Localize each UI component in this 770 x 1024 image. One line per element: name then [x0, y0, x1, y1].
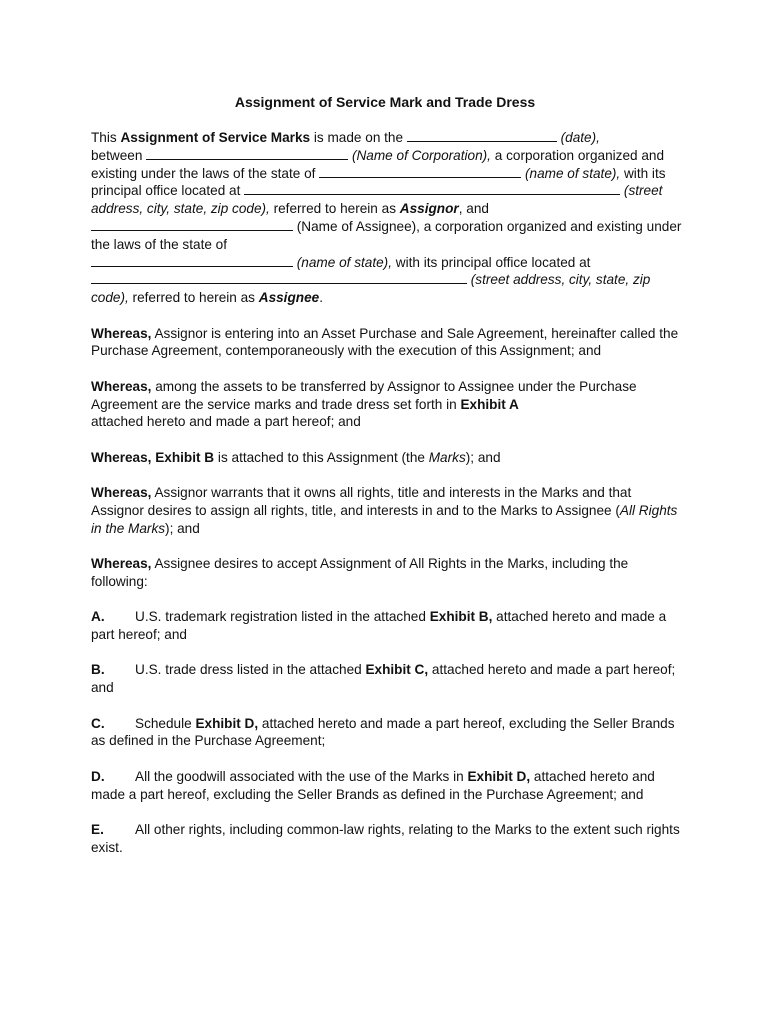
whereas-text: Assignee desires to accept Assignment of All Rights in the Marks, including the following: [91, 556, 629, 589]
whereas-paragraph-1 [91, 325, 683, 361]
intro-text: referred to herein as [269, 201, 400, 217]
intro-text: . [319, 290, 323, 306]
whereas-text: among the assets to be transferred by Assignor to Assignee under the Purchase Agreement are the service marks and trade dress set forth in [91, 378, 637, 412]
exhibit-ref: Exhibit D, [467, 768, 531, 784]
whereas-lead: Whereas, [91, 556, 152, 572]
item-text: U.S. trademark registration listed in the attached [135, 609, 430, 625]
intro-text: referred to herein as [128, 290, 259, 306]
whereas-lead: Whereas, [91, 485, 152, 501]
exhibit-ref: Exhibit A [460, 396, 519, 412]
date-blank[interactable] [407, 129, 557, 142]
whereas-text: Assignor warrants that it owns all rights, title and interests in the Marks and that Assignor desires to assign all rights, title, and interests in and to the Marks to Assignee ( [91, 485, 632, 518]
whereas-paragraph-5 [91, 555, 683, 591]
assignee-name-blank[interactable] [91, 218, 293, 231]
document-body [91, 129, 683, 874]
list-item-d [91, 768, 683, 804]
state-blank[interactable] [319, 165, 521, 178]
state-label-2: (name of state), [293, 254, 392, 270]
all-rights-term: All Rights in the Marks [91, 502, 678, 536]
item-text: All other rights, including common-law rights, relating to the Marks to the extent such rights exist. [91, 822, 680, 855]
address-label: (street address, city, state, zip code), [91, 183, 663, 217]
assignee-term: Assignee [258, 290, 320, 306]
intro-text: with its principal office located at [91, 165, 666, 199]
intro-text: This [91, 130, 121, 145]
intro-text: a corporation organized and existing under the laws of the state of [91, 147, 665, 181]
whereas-lead: Whereas, Exhibit B [91, 449, 215, 465]
whereas-text: Assignor is entering into an Asset Purchase and Sale Agreement, hereinafter called the Purchase Agreement, contemporaneously with the execution of this Assignment; and [91, 325, 679, 359]
whereas-lead: Whereas, [91, 325, 152, 341]
list-item-a [91, 608, 683, 644]
list-item-c [91, 715, 683, 751]
list-item-b [91, 661, 683, 697]
intro-text: between [91, 147, 147, 163]
whereas-paragraph-4 [91, 484, 683, 537]
whereas-text: ); and [165, 520, 200, 536]
doc-name: Assignment of Service Marks [120, 130, 311, 145]
item-label: C. [91, 715, 105, 731]
item-label: B. [91, 662, 105, 678]
item-label: E. [91, 822, 104, 838]
list-item-e [91, 821, 683, 857]
whereas-text: ); and [465, 449, 501, 465]
intro-text: , and [458, 201, 489, 217]
address-blank[interactable] [244, 182, 620, 195]
item-label: A. [91, 609, 105, 625]
corp-label: (Name of Corporation), [348, 147, 491, 163]
item-text: Schedule [135, 715, 196, 731]
intro-text: with its principal office located at [391, 254, 591, 270]
intro-text: is made on the [310, 130, 407, 145]
whereas-text: is attached to this Assignment (the [214, 449, 429, 465]
item-label: D. [91, 768, 105, 784]
exhibit-ref: Exhibit D, [195, 715, 259, 731]
exhibit-ref: Exhibit B, [429, 609, 493, 625]
date-label: (date), [556, 130, 600, 145]
document-title: Assignment of Service Mark and Trade Dress [234, 94, 536, 110]
whereas-text: attached hereto and made a part hereof; and [91, 414, 361, 430]
whereas-paragraph-3 [91, 449, 683, 467]
marks-term: Marks [428, 449, 466, 465]
item-text: attached hereto and made a part hereof; and [91, 609, 667, 643]
item-text: attached hereto and made a part hereof, excluding the Seller Brands as defined in the Purchase Agreement; [91, 715, 675, 749]
state-blank-2[interactable] [91, 254, 293, 267]
state-label: (name of state), [521, 165, 621, 181]
whereas-lead: Whereas, [91, 378, 152, 394]
corporation-blank[interactable] [146, 147, 348, 160]
assignor-term: Assignor [399, 201, 459, 217]
exhibit-ref: Exhibit C, [365, 662, 429, 678]
intro-paragraph [91, 129, 683, 307]
address-label-2: (street address, city, state, zip code), [91, 272, 651, 306]
item-text: attached hereto and made a part hereof, excluding the Seller Brands as defined in the Purchase Agreement; and [91, 768, 655, 802]
address-blank-2[interactable] [91, 271, 467, 284]
item-text: All the goodwill associated with the use of the Marks in [135, 768, 468, 784]
item-text: attached hereto and made a part hereof; and [91, 662, 676, 696]
whereas-paragraph-2 [91, 378, 683, 431]
intro-text: (Name of Assignee), a corporation organized and existing under the laws of the state of [91, 218, 682, 252]
item-text: U.S. trade dress listed in the attached [135, 662, 366, 678]
